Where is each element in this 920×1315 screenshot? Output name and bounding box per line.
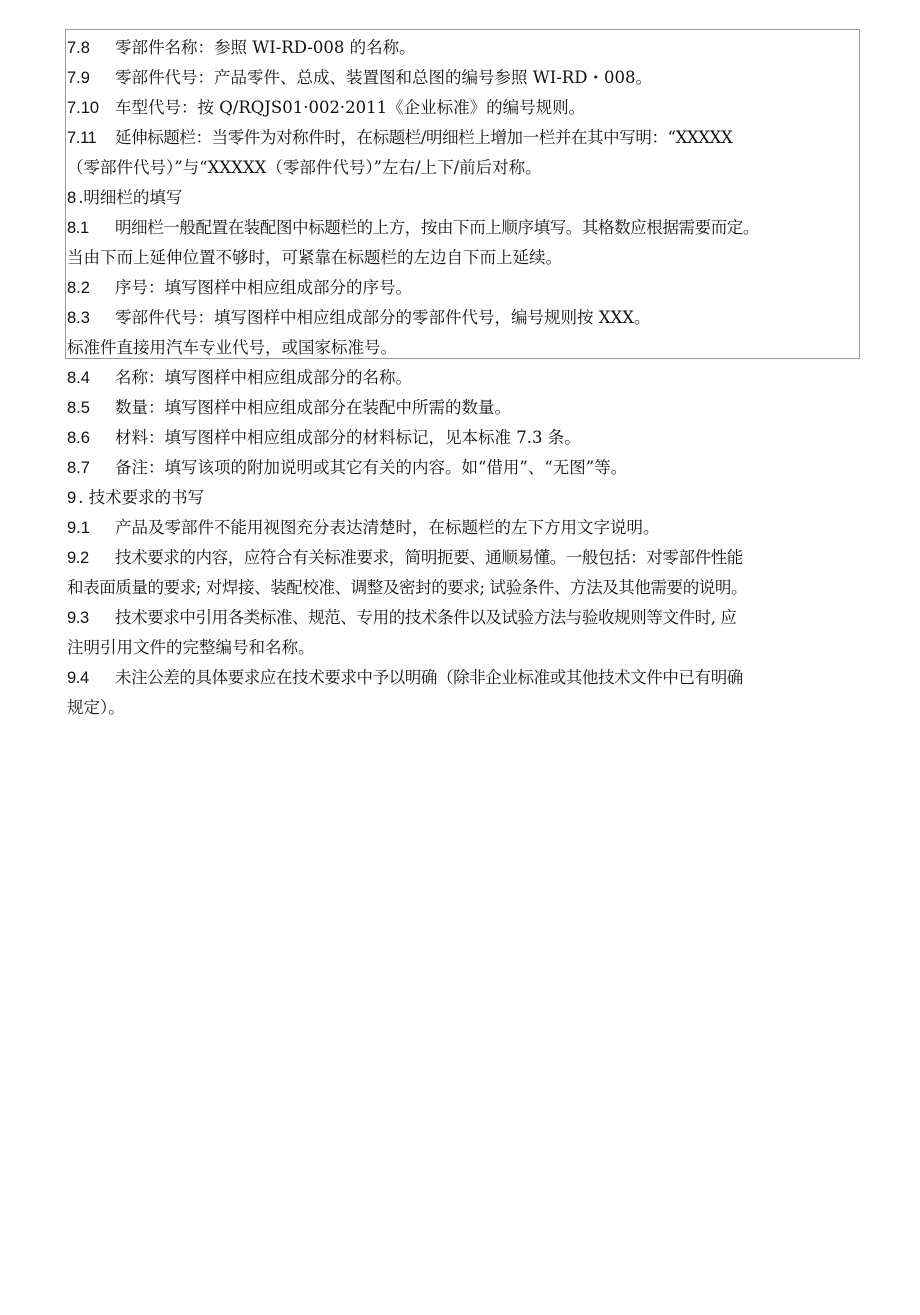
clause-text: 未注公差的具体要求应在技术要求中予以明确（除非企业标准或其他技术文件中已有明确 bbox=[115, 668, 743, 687]
clause-7-11 bbox=[67, 123, 858, 153]
document-text-box bbox=[65, 29, 860, 717]
clause-text: 零部件代号：填写图样中相应组成部分的零部件代号，编号规则按 XXX。 bbox=[115, 308, 651, 327]
clause-text: 材料：填写图样中相应组成部分的材料标记，见本标准 7.3 条。 bbox=[115, 428, 581, 447]
section-8-heading bbox=[67, 183, 858, 213]
clause-text: 延伸标题栏：当零件为对称件时，在标题栏/明细栏上增加一栏并在其中写明：“XXXXX bbox=[115, 128, 733, 147]
clause-7-11-continued bbox=[67, 153, 858, 183]
clause-text: 当由下而上延伸位置不够时，可紧靠在标题栏的左边自下而上延续。 bbox=[67, 248, 562, 267]
clause-8-6 bbox=[67, 423, 858, 453]
clause-number: 8.7 bbox=[67, 459, 90, 477]
clause-number: 8.2 bbox=[67, 279, 90, 297]
clause-number: 7.8 bbox=[67, 39, 90, 57]
clause-text: 零部件名称：参照 WI-RD-008 的名称。 bbox=[115, 38, 416, 57]
section-number: 8 bbox=[67, 189, 77, 207]
clause-9-4-continued bbox=[67, 693, 858, 723]
clause-number: 7.10 bbox=[67, 99, 100, 117]
clause-number: 7.9 bbox=[67, 69, 90, 87]
clause-number: 9.1 bbox=[67, 519, 90, 537]
clause-text: 备注：填写该项的附加说明或其它有关的内容。如“借用”、“无图”等。 bbox=[115, 458, 628, 477]
clause-text: 技术要求中引用各类标准、规范、专用的技术条件以及试验方法与验收规则等文件时, 应 bbox=[115, 608, 737, 627]
clause-8-3 bbox=[67, 303, 858, 333]
clause-text: 注明引用文件的完整编号和名称。 bbox=[67, 638, 315, 657]
clause-8-1-continued bbox=[67, 243, 858, 273]
clause-7-10 bbox=[67, 93, 858, 123]
clause-text: 序号：填写图样中相应组成部分的序号。 bbox=[115, 278, 412, 297]
clause-text: 明细栏一般配置在装配图中标题栏的上方，按由下而上顺序填写。其格数应根据需要而定。 bbox=[115, 218, 760, 237]
clause-9-2-continued bbox=[67, 573, 858, 603]
clause-text: 规定）。 bbox=[67, 698, 125, 717]
clause-9-3-continued bbox=[67, 633, 858, 663]
clause-text: 名称：填写图样中相应组成部分的名称。 bbox=[115, 368, 412, 387]
clause-number: 9.2 bbox=[67, 549, 89, 567]
clause-8-4 bbox=[67, 363, 858, 393]
clause-text: 标准件直接用汽车专业代号，或国家标准号。 bbox=[67, 338, 397, 357]
clause-9-1 bbox=[67, 513, 858, 543]
clause-number: 9.3 bbox=[67, 609, 89, 627]
clause-number: 8.5 bbox=[67, 399, 90, 417]
clause-8-3-continued bbox=[67, 333, 858, 363]
clause-text: 和表面质量的要求; 对焊接、装配校准、调整及密封的要求; 试验条件、方法及其他需要的说明。 bbox=[67, 578, 748, 597]
clause-8-7 bbox=[67, 453, 858, 483]
clause-text: 产品及零部件不能用视图充分表达清楚时，在标题栏的左下方用文字说明。 bbox=[115, 518, 660, 537]
clause-text: 数量：填写图样中相应组成部分在装配中所需的数量。 bbox=[115, 398, 511, 417]
clause-number: 9.4 bbox=[67, 669, 89, 687]
clause-9-3 bbox=[67, 603, 858, 633]
clause-8-2 bbox=[67, 273, 858, 303]
clause-8-5 bbox=[67, 393, 858, 423]
clause-number: 8.4 bbox=[67, 369, 90, 387]
clause-9-2 bbox=[67, 543, 858, 573]
section-9-heading bbox=[67, 483, 858, 513]
clause-number: 8.3 bbox=[67, 309, 90, 327]
clause-number: 8.1 bbox=[67, 219, 89, 237]
clause-text: 技术要求的内容，应符合有关标准要求，简明扼要、通顺易懂。一般包括：对零部件性能 bbox=[115, 548, 743, 567]
clause-number: 8.6 bbox=[67, 429, 90, 447]
section-number: 9 bbox=[67, 489, 77, 507]
section-title: . 技术要求的书写 bbox=[78, 488, 205, 507]
clause-number: 7.11 bbox=[67, 129, 97, 147]
clause-7-8 bbox=[67, 33, 858, 63]
clause-9-4 bbox=[67, 663, 858, 693]
clause-text: （零部件代号）”与“XXXXX（零部件代号）”左右/上下/前后对称。 bbox=[67, 158, 542, 177]
clause-7-9 bbox=[67, 63, 858, 93]
section-title: .明细栏的填写 bbox=[78, 188, 183, 207]
clause-8-1 bbox=[67, 213, 858, 243]
clause-text: 零部件代号：产品零件、总成、装置图和总图的编号参照 WI-RD・008。 bbox=[115, 68, 652, 87]
clause-text: 车型代号：按 Q/RQJS01·002·2011《企业标准》的编号规则。 bbox=[115, 98, 586, 117]
